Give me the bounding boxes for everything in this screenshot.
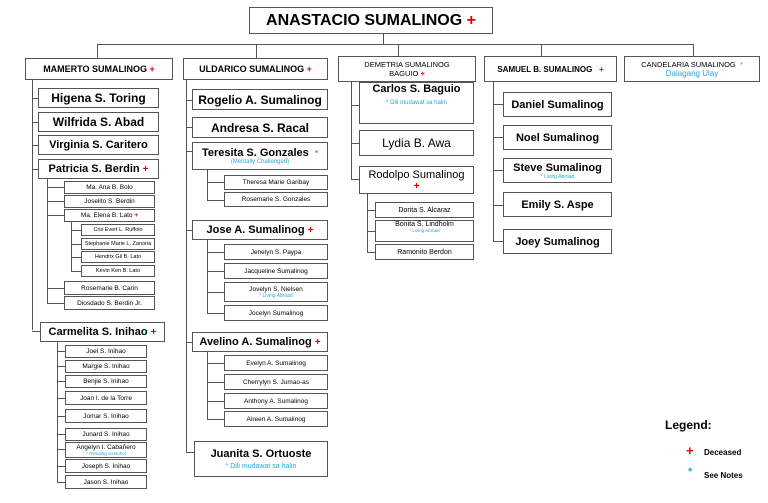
node-name: ULDARICO SUMALINOG [199,64,305,74]
node-name: Kevin Ken B. Lato [95,268,141,274]
node-name: Steve Sumalinog [513,161,602,174]
node-dorita[interactable] [375,202,474,218]
node-name: MAMERTO SUMALINOG [43,64,148,74]
child-node-candelaria[interactable] [624,56,760,82]
node-joselito[interactable] [64,195,155,208]
node-name: Evelyn A. Sumalinog [246,359,306,367]
root-name: ANASTACIO SUMALINOG [266,11,463,29]
node-kevin[interactable] [81,265,155,277]
node-name: Theresa Marie Garibay [242,179,310,186]
node-name: Rosemarie S. Gonzales [241,196,311,203]
node-anthony[interactable] [224,393,328,409]
deceased-mark: + [149,64,155,74]
legend-deceased-label: Deceased [704,448,742,457]
deceased-mark: + [598,64,604,74]
node-rosemarie-gonzales[interactable] [224,192,328,207]
node-name: Jovelyn S. Nielsen [249,285,303,293]
node-note: (Mentally Challenged) [230,159,290,165]
node-name: Jose A. Sumalinog [206,224,305,236]
node-rodolpo[interactable] [359,166,474,194]
node-diosdado[interactable] [64,296,155,310]
node-note: Residing on Bohol [89,451,126,456]
node-name: Joseph S. Inihao [81,462,131,470]
note-mark: * [739,60,743,69]
node-benjie[interactable] [65,375,147,388]
node-name: Patricia S. Berdin [48,163,140,175]
node-jacqueline[interactable] [224,263,328,279]
child-node-samuel[interactable] [484,56,617,82]
node-name: Andresa S. Racal [210,120,310,135]
deceased-mark: + [134,212,139,219]
node-name: Diosdado S. Berdin Jr. [77,299,142,307]
node-name: Joselito S. Berdin [84,198,135,205]
node-name: Jenelyn S. Paypa [250,248,302,256]
note-mark: * [314,149,319,158]
deceased-mark: + [314,336,321,348]
node-junard[interactable] [65,428,147,441]
node-note: Living Abroad [412,228,440,233]
node-jenelyn[interactable] [224,244,328,260]
legend-notes-label: See Notes [704,471,743,480]
node-teresita[interactable] [192,142,328,170]
node-name: Wilfrida S. Abad [52,115,145,129]
node-name: Anthony A. Sumalinog [244,397,308,405]
node-wilfrida[interactable] [38,112,159,132]
node-name: Stephanie Marie L. Zanoria [84,241,152,247]
node-name: Lydia B. Awa [382,136,451,150]
child-node-uldarico[interactable] [183,58,328,80]
node-name: Benjie S. Inihao [83,378,129,385]
node-note: Dalagang Ulay [665,69,719,78]
node-juanita[interactable]: Juanita S. Ortuoste * Dili mudawat sa halin [194,441,328,477]
node-name: Juanita S. Ortuoste [210,448,312,460]
node-name: Rosemarie B. Carin [81,284,138,292]
node-name: Ma. Elena B. Lato [80,212,133,219]
deceased-symbol: + [686,443,694,458]
node-name: CANDELARIA SUMALINOG [641,60,736,69]
node-name: Rogelio A. Sumalinog [198,92,322,107]
node-name: Noel Sumalinog [515,131,600,144]
node-name: SAMUEL B. SUMALINOG [497,64,593,74]
node-angelyn[interactable]: Angelyn I. Cabañero * Residing on Bohol [65,442,147,458]
node-name: Joel S. Inihao [86,348,126,355]
node-name: Joan I. de la Torre [80,394,132,402]
node-name: Carlos S. Baguio [372,83,461,95]
node-name: Jocelyn Sumalinog [248,309,304,317]
node-joel[interactable] [65,345,147,358]
node-emily[interactable] [503,192,612,217]
node-name: Hendrix Gil B. Lato [94,254,142,260]
node-name: Virginia S. Caritero [49,139,148,151]
node-aireen[interactable] [224,411,328,427]
node-name: Cris Evert L. Ruffolo [93,227,143,233]
node-noel[interactable] [503,125,612,150]
legend-title: Legend: [665,418,712,432]
node-name: Margie S. Inihao [82,363,130,370]
node-higena[interactable] [38,88,159,108]
deceased-mark: + [142,163,149,175]
deceased-mark: + [466,11,476,29]
child-node-demetria[interactable] [338,56,476,82]
node-daniel[interactable] [503,92,612,117]
node-jovelyn[interactable]: Jovelyn S. Nielsen * Living Abroad [224,282,328,302]
node-jose[interactable] [192,220,328,240]
node-note: Living Abroad [544,173,575,180]
node-name: Cherrylyn S. Jumao-as [242,378,310,386]
node-cris-evert[interactable] [81,224,155,236]
node-name: Dorita S. Alcaraz [398,206,451,214]
node-name: Jacqueline Sumalinog [244,267,308,275]
node-ma-elena[interactable] [64,209,155,222]
node-stephanie[interactable] [81,238,155,250]
node-note: Dili mudawat sa halin [230,463,297,470]
node-name: Higena S. Toring [51,91,146,105]
node-cherrylyn[interactable] [224,374,328,390]
node-joey[interactable] [503,229,612,254]
node-name: Junard S. Inihao [82,431,130,438]
node-name: Rodolpo Sumalinog [368,168,465,181]
node-joan[interactable] [65,391,147,405]
node-name: Ma. Ana B. Bolo [86,184,133,191]
deceased-mark: + [306,64,312,74]
deceased-mark: + [307,224,314,236]
node-rogelio[interactable] [192,89,328,110]
node-name: Angelyn I. Cabañero [76,444,136,451]
node-hendrix[interactable] [81,251,155,263]
node-name: Ramonito Berdon [397,248,452,256]
deceased-mark: + [420,69,425,78]
node-lydia[interactable] [359,130,474,156]
root-node[interactable] [249,7,493,34]
node-name-2: BAGUIO [389,69,419,78]
node-name: Carmelita S. Inihao [48,326,148,338]
deceased-mark: + [413,180,420,192]
node-name: Jomar S. Inihao [83,412,129,420]
node-carlos[interactable]: Carlos S. Baguio * Dili mudawat sa halin [359,82,474,124]
node-virginia[interactable] [38,135,159,155]
node-joseph[interactable] [65,459,147,473]
node-patricia[interactable] [38,159,159,179]
node-jomar[interactable] [65,409,147,423]
node-note: Dili mudawat sa halin [390,100,447,106]
node-jason[interactable] [65,475,147,489]
node-theresa-marie[interactable] [224,175,328,190]
node-carmelita[interactable] [40,322,165,342]
node-steve[interactable]: Steve Sumalinog * Living Abroad [503,158,612,183]
node-rosemarie-carin[interactable] [64,281,155,295]
node-note: Living Abroad [262,292,293,299]
node-name: DEMETRIA SUMALINOG [364,60,450,69]
node-name: Teresita S. Gonzales [201,147,309,159]
node-evelyn[interactable] [224,355,328,371]
node-name: Emily S. Aspe [521,198,594,211]
deceased-mark: + [150,326,157,338]
node-andresa[interactable] [192,117,328,138]
node-avelino[interactable] [192,332,328,352]
node-name: Joey Sumalinog [515,235,600,248]
node-ma-ana[interactable] [64,181,155,194]
node-name: Jason S. Inihao [83,478,129,486]
node-ramonito[interactable] [375,244,474,260]
node-bonita[interactable]: Bonita S. Lindholm * Living Abroad [375,220,474,242]
node-name: Aireen A. Sumalinog [246,415,306,423]
node-name: Bonita S. Lindholm [395,221,454,228]
node-name: Avelino A. Sumalinog [199,336,312,348]
node-margie[interactable] [65,360,147,373]
child-node-mamerto[interactable] [25,58,173,80]
node-name: Daniel Sumalinog [511,98,604,111]
note-symbol: * [688,466,693,478]
node-jocelyn[interactable] [224,305,328,321]
